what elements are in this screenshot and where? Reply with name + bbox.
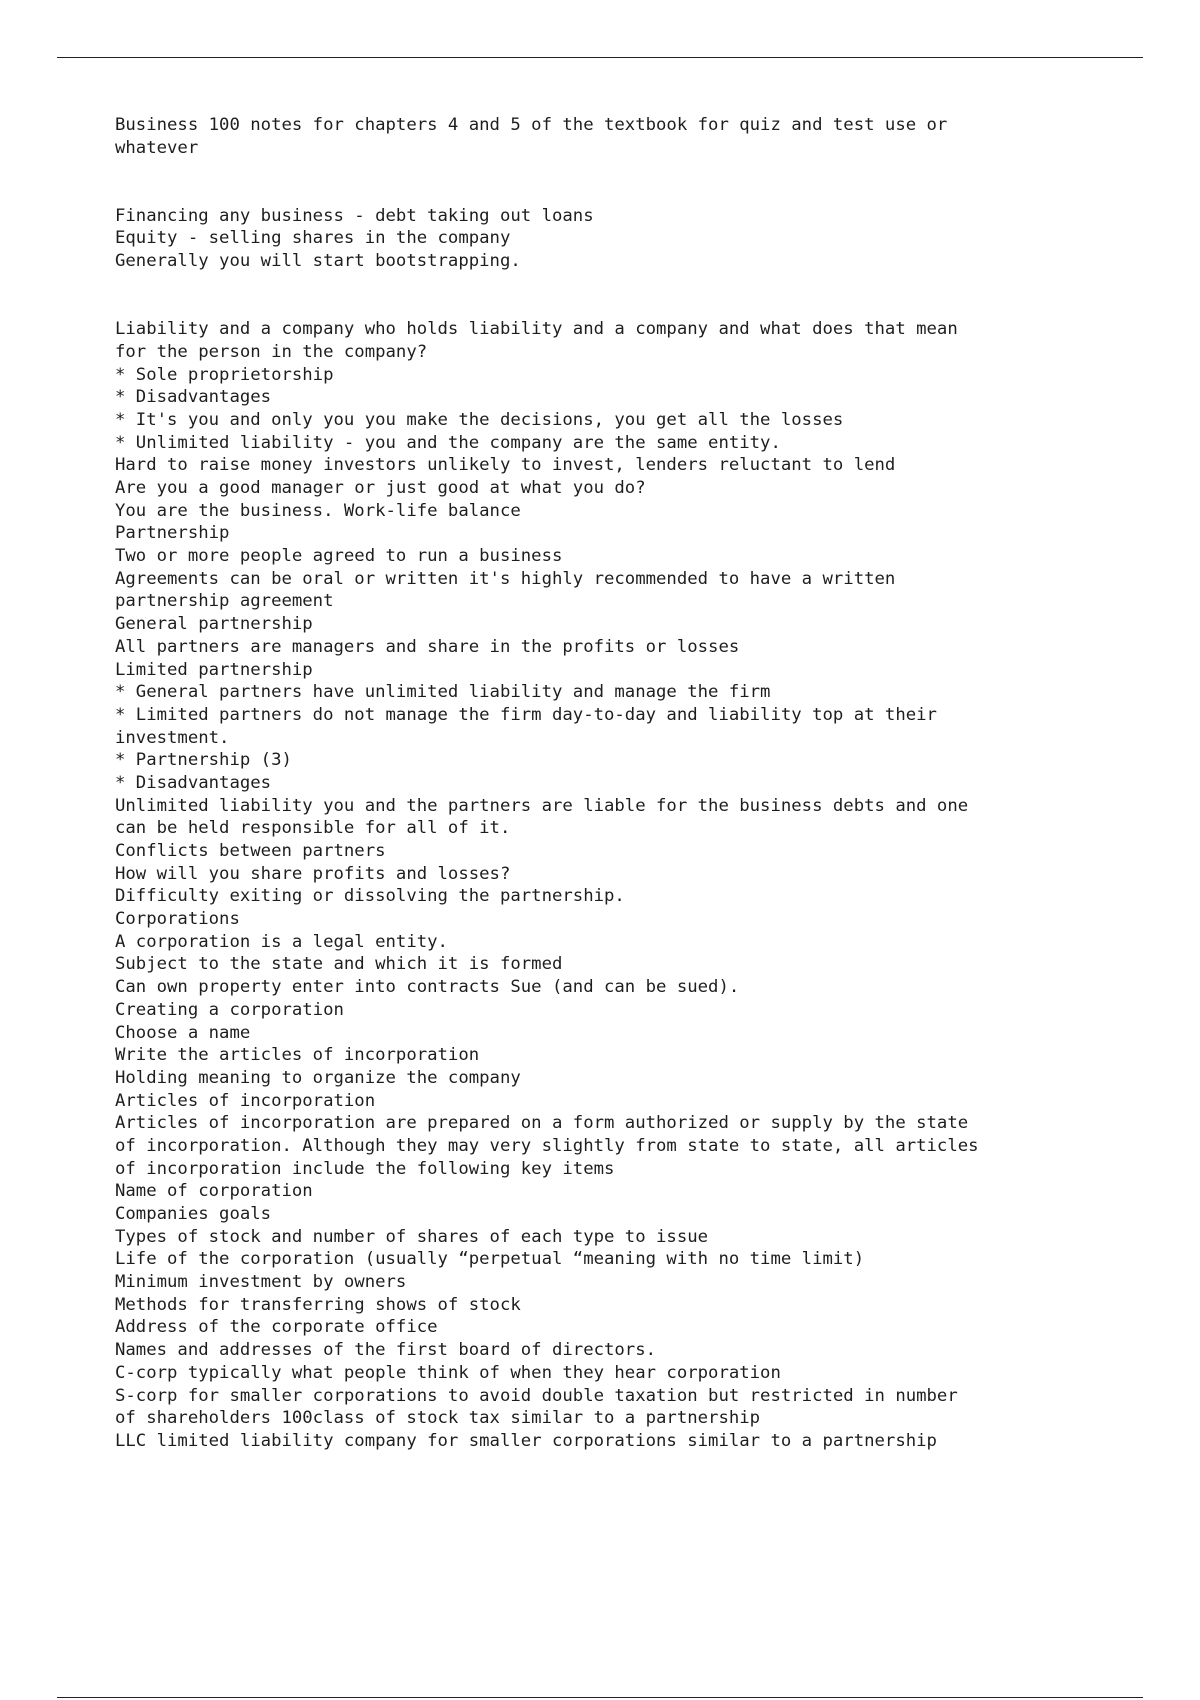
text-line: Unlimited liability you and the partners are liable for the business debts and one (115, 795, 969, 816)
blank-line (115, 273, 1155, 296)
text-line: * Unlimited liability - you and the company are the same entity. (115, 432, 781, 453)
text-line: Can own property enter into contracts Sue (and can be sued). (115, 977, 740, 998)
text-line: S-corp for smaller corporations to avoid double taxation but restricted in number (115, 1385, 958, 1406)
bottom-rule (57, 1697, 1143, 1698)
text-line: Corporations (115, 909, 240, 930)
text-line: General partnership (115, 614, 313, 635)
text-line: Choose a name (115, 1022, 251, 1043)
text-line: LLC limited liability company for smaller corporations similar to a partnership (115, 1430, 937, 1451)
text-line: Companies goals (115, 1204, 272, 1224)
text-line: Agreements can be oral or written it's highly recommended to have a written (115, 568, 896, 589)
text-line: You are the business. Work-life balance (115, 500, 521, 521)
text-line: Life of the corporation (usually “perpetual “meaning with no time limit) (115, 1249, 865, 1270)
text-line: * Partnership (3) (115, 750, 292, 771)
text-line: * Sole proprietorship (115, 364, 334, 385)
text-line: Are you a good manager or just good at what you do? (115, 478, 646, 498)
text-line: Name of corporation (115, 1181, 313, 1202)
text-line: * Disadvantages (115, 387, 272, 408)
blank-line (115, 296, 1155, 319)
text-line: * It's you and only you you make the decisions, you get all the losses (115, 409, 844, 430)
text-line: Write the articles of incorporation (115, 1045, 480, 1066)
text-line: Methods for transferring shows of stock (115, 1294, 521, 1315)
text-line: partnership agreement (115, 591, 334, 612)
document-body (115, 114, 1155, 1453)
text-line: of incorporation include the following key items (115, 1158, 615, 1179)
text-line: * General partners have unlimited liability and manage the firm (115, 682, 771, 703)
text-line: can be held responsible for all of it. (115, 818, 511, 839)
text-line: Creating a corporation (115, 999, 344, 1020)
text-line: for the person in the company? (115, 341, 428, 362)
text-line: Address of the corporate office (115, 1317, 438, 1338)
text-line: Minimum investment by owners (115, 1272, 407, 1293)
text-line: C-corp typically what people think of when they hear corporation (115, 1362, 781, 1383)
blank-line (115, 182, 1155, 205)
text-line: Holding meaning to organize the company (115, 1067, 521, 1088)
text-line: * Disadvantages (115, 772, 272, 793)
text-line: Limited partnership (115, 659, 313, 680)
text-line: Partnership (115, 523, 230, 544)
text-line: of shareholders 100class of stock tax similar to a partnership (115, 1408, 761, 1429)
text-line: How will you share profits and losses? (115, 863, 511, 884)
text-line: Two or more people agreed to run a business (115, 546, 563, 567)
text-line: Difficulty exiting or dissolving the partnership. (115, 886, 625, 907)
text-line: Types of stock and number of shares of each type to issue (115, 1226, 709, 1247)
text-line: Articles of incorporation (115, 1090, 376, 1111)
blank-line (115, 159, 1155, 182)
text-line: whatever (115, 137, 199, 158)
text-line: Liability and a company who holds liability and a company and what does that mean (115, 319, 958, 340)
text-line: A corporation is a legal entity. (115, 931, 448, 952)
top-rule (57, 57, 1143, 58)
text-line: Hard to raise money investors unlikely to invest, lenders reluctant to lend (115, 455, 896, 476)
text-line: investment. (115, 727, 230, 748)
text-line: * Limited partners do not manage the firm day-to-day and liability top at their (115, 704, 937, 725)
text-line: Subject to the state and which it is formed (115, 954, 563, 975)
text-line: of incorporation. Although they may very slightly from state to state, all articles (115, 1135, 979, 1156)
text-line: Equity - selling shares in the company (115, 228, 511, 249)
text-line: Conflicts between partners (115, 841, 386, 861)
text-line: Articles of incorporation are prepared on a form authorized or supply by the state (115, 1113, 969, 1134)
text-line: Financing any business - debt taking out loans (115, 205, 594, 226)
text-line: Names and addresses of the first board of directors. (115, 1340, 657, 1361)
text-line: Generally you will start bootstrapping. (115, 251, 521, 272)
text-line: Business 100 notes for chapters 4 and 5 of the textbook for quiz and test use or (115, 115, 948, 135)
text-line: All partners are managers and share in the profits or losses (115, 636, 740, 657)
